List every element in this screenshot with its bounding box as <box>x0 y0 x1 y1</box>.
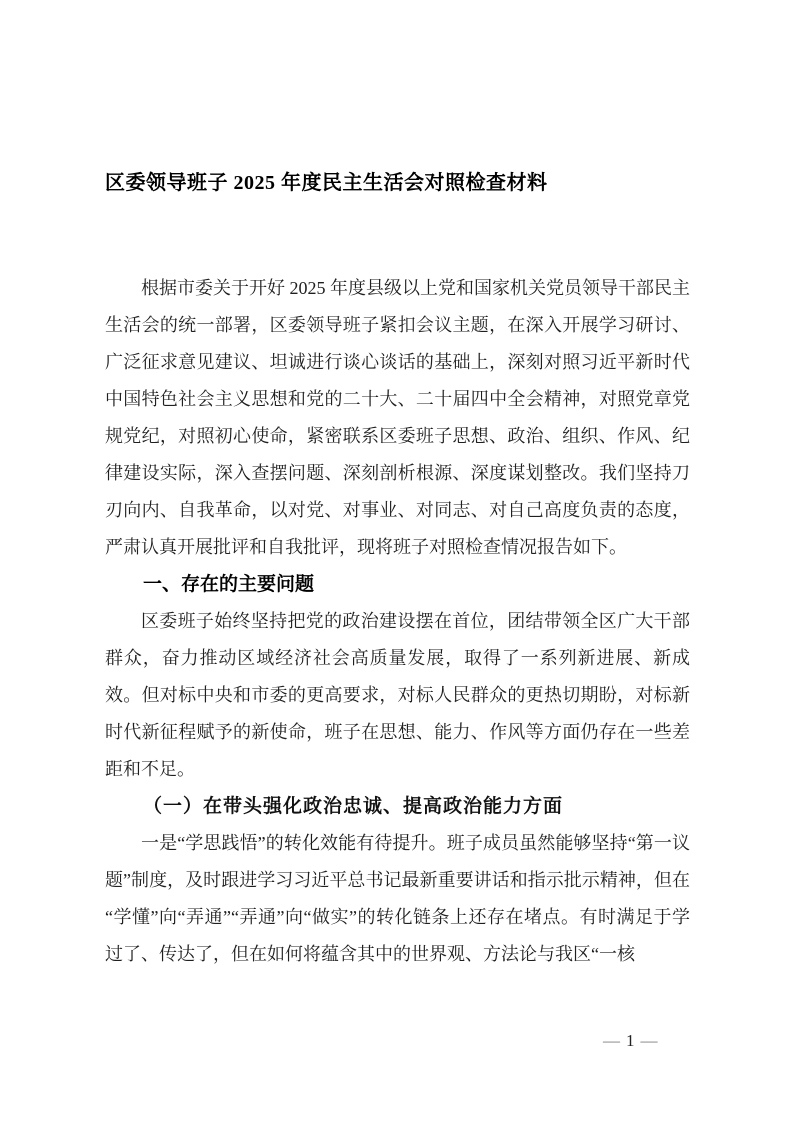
document-body <box>105 168 690 973</box>
section-heading-main-problems: 一、存在的主要问题 <box>143 574 315 595</box>
page-number <box>597 1030 664 1052</box>
page-number-right-dash: — <box>640 1031 658 1050</box>
page-number-left-dash: — <box>603 1031 620 1050</box>
issue-paragraph <box>105 825 690 973</box>
issue-body-text: 班子成员虽然能够坚持“第一议题”制度，及时跟进学习习近平总书记最新重要讲话和指示批示精神，但在“学懂”向“弄通”“弄通”向“做实”的转化链条上还存在堵点。有时满足于学过了、传达了，但在如何将蕴含其中的世界观、方法论与我区“一核 <box>105 833 690 964</box>
subsection-heading-political-loyalty: （一）在带头强化政治忠诚、提高政治能力方面 <box>143 796 564 817</box>
section-intro-paragraph: 区委班子始终坚持把党的政治建设摆在首位，团结带领全区广大干部群众，奋力推动区域经济社会高质量发展，取得了一系列新进展、新成效。但对标中央和市委的更高要求，对标人民群众的更热切期盼，对标新时代新征程赋予的新使命，班子在思想、能力、作风等方面仍存在一些差距和不足。 <box>105 611 690 779</box>
page-number-value: 1 <box>626 1031 635 1050</box>
issue-lead-sentence: 一是“学思践悟”的转化效能有待提升。 <box>141 833 447 853</box>
document-title: 区委领导班子 2025 年度民主生活会对照检查材料 <box>105 172 548 194</box>
intro-paragraph: 根据市委关于开好 2025 年度县级以上党和国家机关党员领导干部民主生活会的统一部署，区委领导班子紧扣会议主题，在深入开展学习研讨、广泛征求意见建议、坦诚进行谈心谈话的基础上，深刻对照习近平新时代中国特色社会主义思想和党的二十大、二十届四中全会精神，对照党章党规党纪，对照初心使命，紧密联系区委班子思想、政治、组织、作风、纪律建设实际，深入查摆问题、深刻剖析根源、深度谋划整改。我们坚持刀刃向内、自我革命，以对党、对事业、对同志、对自己高度负责的态度，严肃认真开展批评和自我批评，现将班子对照检查情况报告如下。 <box>105 278 690 557</box>
